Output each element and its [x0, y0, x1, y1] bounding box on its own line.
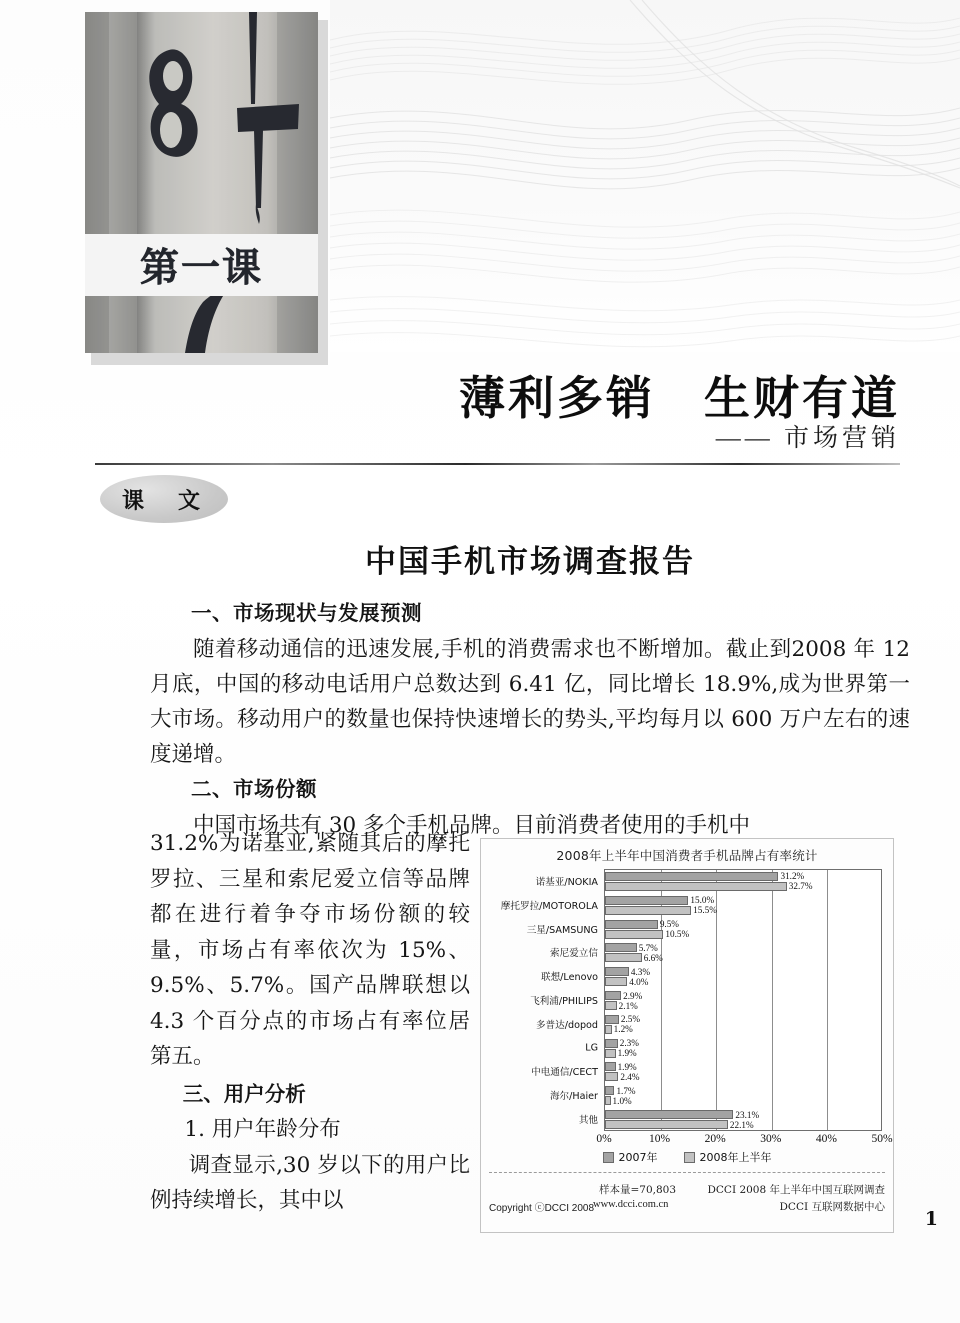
decorative-wave-pattern: [330, 0, 960, 352]
photo-image: [85, 12, 318, 353]
footer-data-center: DCCI 互联网数据中心: [779, 1201, 885, 1213]
chart-bar: [605, 1096, 611, 1105]
article-title: 中国手机市场调查报告: [365, 544, 695, 580]
legend-label-2007: 2007年: [618, 1151, 658, 1164]
chart-bar: [605, 1120, 728, 1129]
chart-bar-value: 2.4%: [620, 1071, 640, 1082]
narrow-paragraph: 31.2%为诺基亚,紧随其后的摩托罗拉、三星和索尼爱立信等品牌都在进行着争夺市场份额的较量，市场占有率依次为 15%、9.5%、5.7%。国产品牌联想以 4.3 个百分点的市场占有率位居第五。: [150, 831, 470, 1069]
article-body-full: [150, 596, 910, 843]
chart-category-label: 联想/Lenovo: [541, 972, 598, 984]
page-subtitle: —— 市场营销: [715, 425, 900, 452]
chart-category-label: 三星/SAMSUNG: [526, 924, 598, 936]
chart-bar: [605, 906, 691, 915]
chart-category-label: 多普达/dopod: [535, 1019, 598, 1031]
chart-bar-value: 15.5%: [693, 905, 717, 916]
chart-bar-value: 1.7%: [616, 1085, 636, 1096]
chart-bar: [605, 967, 629, 976]
chart-bar: [605, 977, 627, 986]
chart-bar-value: 15.0%: [690, 895, 715, 906]
chart-bar: [605, 991, 621, 1000]
chart-bar-value: 4.3%: [630, 966, 651, 977]
chart-bar: [605, 872, 778, 881]
legend-swatch-icon: [603, 1152, 614, 1163]
chart-bar: [605, 1072, 618, 1081]
footer-url[interactable]: www.dcci.com.cn: [593, 1199, 669, 1210]
page-title: 薄利多销 生财有道: [459, 371, 900, 425]
chart-bar: [605, 1025, 612, 1034]
section-heading-3: 三、用户分析: [182, 1081, 306, 1106]
chart-bar-value: 2.3%: [619, 1038, 639, 1049]
chart-legend: [481, 1149, 893, 1165]
chart-category-label: 摩托罗拉/MOTOROLA: [500, 900, 598, 912]
article-body-narrow: [150, 826, 470, 1219]
chart-bar-value: 10.5%: [665, 929, 690, 940]
section-paragraph-1: 随着移动通信的迅速发展,手机的消费需求也不断增加。截止到2008 年 12 月底，中国的移动电话用户总数达到 6.41 亿，同比增长 18.9%,成为世界第一大市场。移动用户的数量也保持快速增长的势头,平均每月以 600 万户左右的速度递增。: [150, 637, 910, 767]
chart-bar: [605, 953, 642, 962]
chart-bar: [605, 1110, 733, 1119]
chart-bar-value: 2.9%: [623, 990, 643, 1001]
chart-bar-value: 1.2%: [613, 1024, 633, 1035]
footer-survey-name: DCCI 2008 年上半年中国互联网调查: [707, 1184, 885, 1196]
chart-bar-value: 1.9%: [617, 1048, 637, 1059]
chart-bar: [605, 882, 787, 891]
legend-swatch-icon: [684, 1152, 695, 1163]
chart-bar-value: 9.5%: [659, 919, 679, 930]
chart-x-tick: 50%: [871, 1133, 893, 1145]
chart-x-tick: 20%: [704, 1133, 726, 1145]
chart-bar: [605, 1001, 617, 1010]
chart-category-label: 索尼爱立信: [550, 948, 598, 960]
chart-bar-value: 2.5%: [620, 1014, 641, 1025]
chart-x-tick: 0%: [596, 1133, 612, 1145]
chart-bar-value: 2.1%: [618, 1000, 638, 1011]
chart-bar: [605, 1062, 616, 1071]
chart-footer: [481, 1179, 893, 1229]
chart-bar: [605, 1049, 616, 1058]
section-badge: [100, 475, 228, 523]
chart-bar: [605, 896, 688, 905]
chart-bar-value: 4.0%: [629, 976, 649, 987]
section-heading-1: 一、市场现状与发展预测: [191, 601, 422, 625]
last-paragraph: 调查显示,30 岁以下的用户比例持续增长，其中以: [150, 1152, 470, 1213]
chart-bar-value: 23.1%: [735, 1109, 760, 1120]
lesson-number-label: 第一课: [139, 246, 263, 291]
market-share-chart: [480, 838, 894, 1233]
chart-category-label: 其他: [578, 1115, 598, 1127]
lesson-photo: [85, 12, 322, 357]
chart-category-label: 飞利浦/PHILIPS: [530, 996, 598, 1007]
section-paragraph-2: 中国市场共有 30 多个手机品牌。目前消费者使用的手机中: [193, 813, 751, 838]
section-badge-label: 课 文: [121, 488, 206, 514]
chart-bar: [605, 1039, 618, 1048]
legend-label-2008: 2008年上半年: [699, 1151, 772, 1164]
chart-gridline: [827, 870, 828, 1130]
chart-x-tick: 40%: [815, 1133, 837, 1145]
legend-item-2008: [684, 1149, 772, 1165]
chart-bar-value: 1.9%: [617, 1061, 637, 1072]
chart-bar-value: 22.1%: [729, 1119, 754, 1130]
chart-x-tick: 30%: [760, 1133, 782, 1145]
title-divider: [95, 463, 900, 465]
chart-category-labels: [494, 869, 602, 1131]
footer-copyright: Copyright ⓒDCCI 2008: [489, 1203, 595, 1214]
chart-category-label: 诺基亚/NOKIA: [535, 876, 598, 888]
chart-plot-area: [494, 869, 893, 1145]
chart-bar-value: 6.6%: [643, 952, 663, 963]
legend-item-2007: [603, 1149, 658, 1165]
chart-category-label: 海尔/Haier: [549, 1091, 598, 1103]
lesson-number-badge: [85, 234, 318, 296]
chart-grid: [604, 869, 882, 1131]
chart-footer-divider: [489, 1172, 885, 1173]
chart-gridline: [772, 870, 773, 1130]
chart-bar: [605, 1015, 619, 1024]
chart-x-tick: 10%: [649, 1133, 671, 1145]
chart-category-label: LG: [585, 1042, 598, 1054]
chart-bar-value: 31.2%: [780, 871, 805, 882]
chart-bar: [605, 943, 637, 952]
chart-category-label: 中电通信/CECT: [531, 1067, 598, 1079]
page-number: 1: [924, 1208, 938, 1230]
chart-title: 2008年上半年中国消费者手机品牌占有率统计: [556, 848, 818, 863]
section-heading-2: 二、市场份额: [191, 777, 317, 801]
chart-bar: [605, 930, 663, 939]
chart-bar: [605, 920, 658, 929]
chart-bar-value: 1.0%: [612, 1095, 632, 1106]
chart-bar-value: 32.7%: [788, 881, 813, 892]
chart-bar-value: 5.7%: [638, 942, 658, 953]
chart-bar: [605, 1086, 614, 1095]
section-subitem-1: 1. 用户年龄分布: [184, 1117, 341, 1142]
footer-sample-size: 样本量=70,803: [599, 1184, 677, 1196]
